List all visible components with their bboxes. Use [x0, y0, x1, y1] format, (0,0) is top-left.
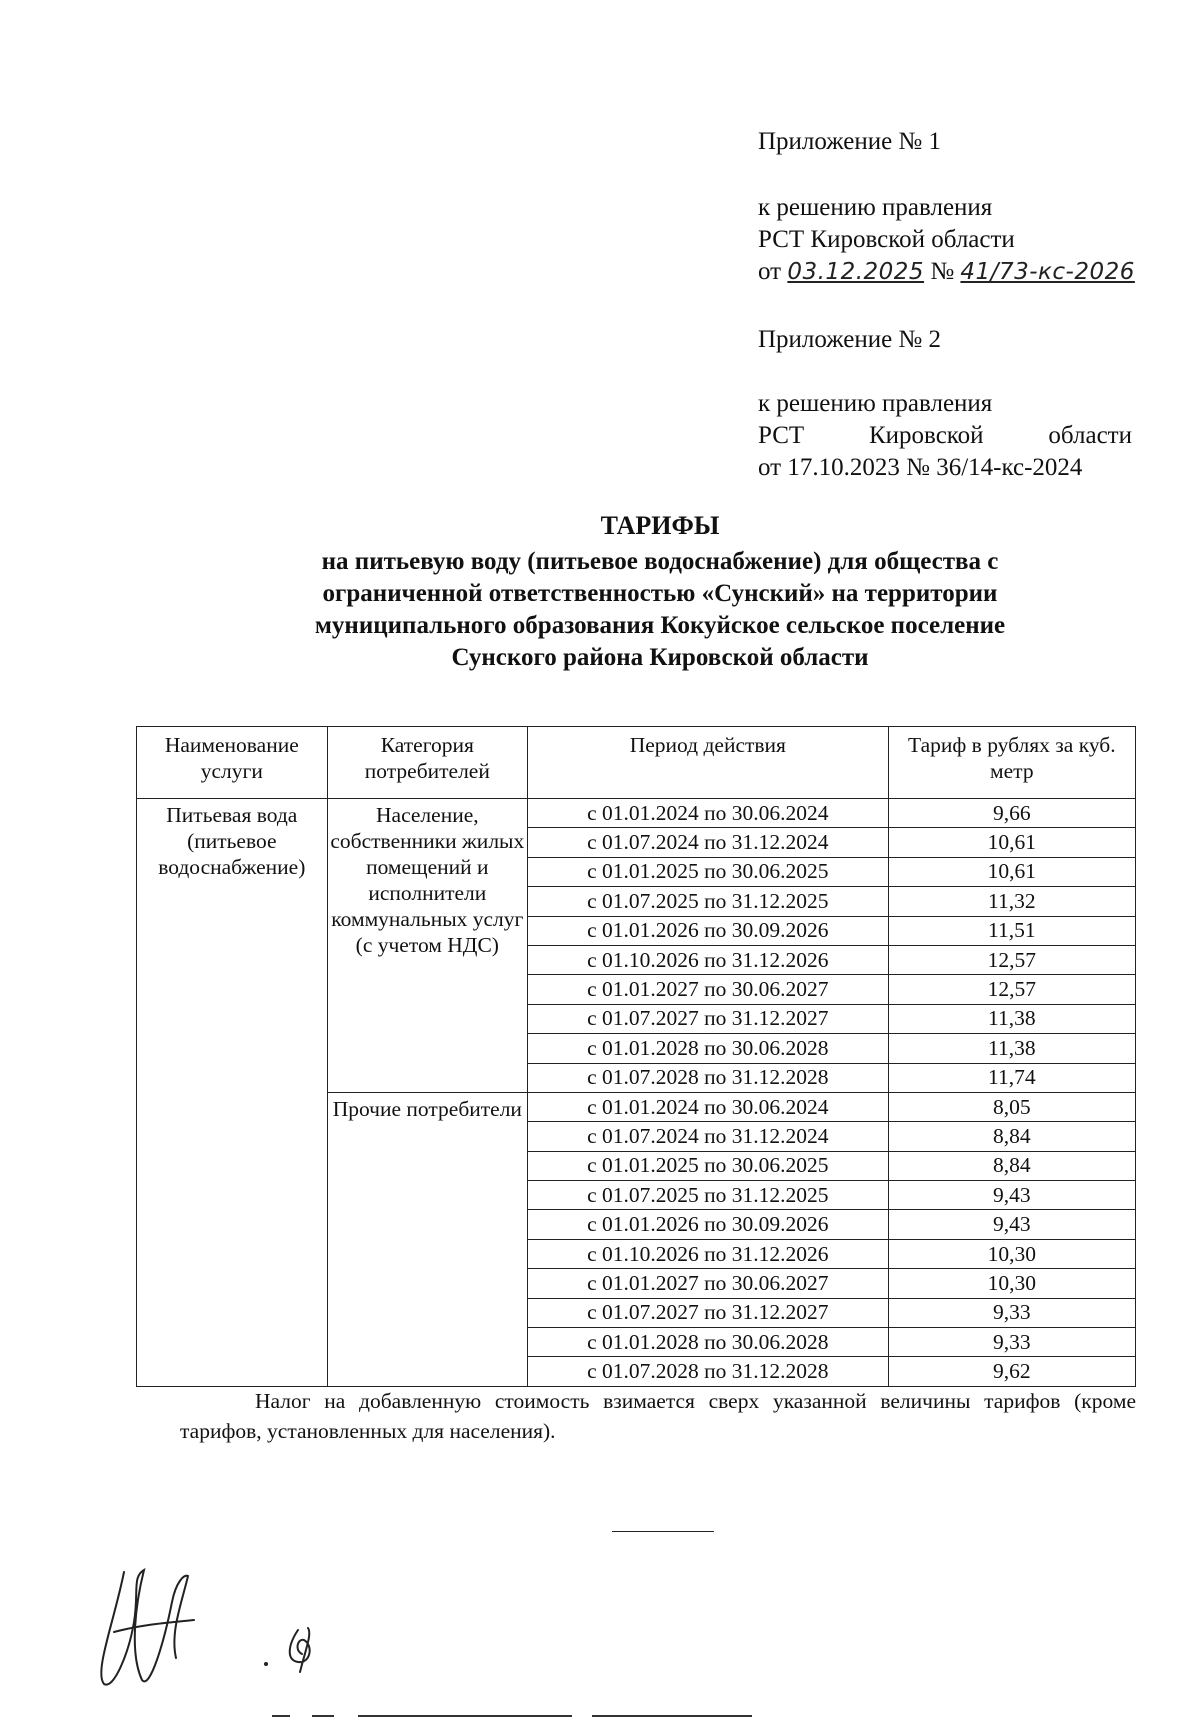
- header-period: Период действия: [528, 727, 889, 799]
- tariff-cell: 8,84: [888, 1122, 1135, 1151]
- heading-title: ТАРИФЫ: [600, 511, 720, 540]
- appendix-2-block: [758, 324, 1138, 356]
- handwritten-initials: [258, 1620, 338, 1680]
- period-cell: с 01.01.2027 по 30.06.2027: [528, 1269, 889, 1298]
- appendix-1-date-line: [758, 256, 1138, 288]
- header-category: Категория потребителей: [327, 727, 527, 799]
- appendix-2-word-kirov: Кировской: [869, 422, 984, 449]
- service-name-cell: Питьевая вода (питьевое водоснабжение): [137, 799, 328, 1387]
- tariff-cell: 9,33: [888, 1328, 1135, 1357]
- document-heading: [140, 510, 1180, 674]
- handwritten-date: 03.12.2025: [787, 259, 925, 285]
- period-cell: с 01.07.2025 по 31.12.2025: [528, 1181, 889, 1210]
- period-cell: с 01.01.2027 по 30.06.2027: [528, 975, 889, 1004]
- table-header-row: [137, 727, 1136, 799]
- appendix-2-reference: [758, 388, 1138, 484]
- period-cell: с 01.01.2028 по 30.06.2028: [528, 1034, 889, 1063]
- tariff-cell: 10,30: [888, 1239, 1135, 1268]
- period-cell: с 01.01.2024 по 30.06.2024: [528, 799, 889, 828]
- header-tariff: Тариф в рублях за куб. метр: [888, 727, 1135, 799]
- vat-note: Налог на добавленную стоимость взимается сверх указанной величины тарифов (кроме тарифов, установленных для населения).: [180, 1389, 1136, 1443]
- appendix-1-reference: [758, 192, 1138, 288]
- period-cell: с 01.01.2028 по 30.06.2028: [528, 1328, 889, 1357]
- appendix-2-line2: [758, 420, 1132, 452]
- tariff-cell: 8,84: [888, 1151, 1135, 1180]
- period-cell: с 01.07.2028 по 31.12.2028: [528, 1357, 889, 1386]
- period-cell: с 01.01.2026 по 30.09.2026: [528, 916, 889, 945]
- tariff-cell: 12,57: [888, 975, 1135, 1004]
- period-cell: с 01.07.2024 по 31.12.2024: [528, 828, 889, 857]
- tariff-cell: 9,43: [888, 1181, 1135, 1210]
- period-cell: с 01.07.2027 по 31.12.2027: [528, 1004, 889, 1033]
- table-body: [137, 799, 1136, 1387]
- tariff-cell: 11,38: [888, 1034, 1135, 1063]
- heading-subtitle-4: Сунского района Кировской области: [451, 644, 869, 671]
- bottom-edge-marks: [272, 1714, 772, 1718]
- closing-line: [612, 1531, 714, 1532]
- period-cell: с 01.10.2026 по 31.12.2026: [528, 1239, 889, 1268]
- period-cell: с 01.07.2025 по 31.12.2025: [528, 887, 889, 916]
- appendix-2-title: Приложение № 2: [758, 326, 942, 353]
- heading-subtitle-3: муниципального образования Кокуйское сельское поселение: [314, 612, 1006, 639]
- appendix-1-block: [758, 126, 1138, 158]
- appendix-2-word-oblast: области: [1048, 422, 1132, 449]
- period-cell: с 01.10.2026 по 31.12.2026: [528, 945, 889, 974]
- appendix-2-line3: от 17.10.2023 № 36/14-кс-2024: [758, 454, 1083, 481]
- tariff-cell: 11,38: [888, 1004, 1135, 1033]
- tariff-cell: 9,33: [888, 1298, 1135, 1327]
- handwritten-signature: [84, 1562, 204, 1692]
- tariff-table: [136, 726, 1136, 1387]
- period-cell: с 01.01.2026 по 30.09.2026: [528, 1210, 889, 1239]
- period-cell: с 01.07.2024 по 31.12.2024: [528, 1122, 889, 1151]
- appendix-1-line2: РСТ Кировской области: [758, 226, 1015, 253]
- appendix-2-word-rst: РСТ: [758, 422, 805, 449]
- tariff-cell: 9,66: [888, 799, 1135, 828]
- appendix-2-line1: к решению правления: [758, 390, 993, 417]
- tariff-cell: 9,62: [888, 1357, 1135, 1386]
- table-row: [137, 799, 1136, 828]
- tariff-cell: 9,43: [888, 1210, 1135, 1239]
- handwritten-number: 41/73-кс-2026: [960, 259, 1135, 285]
- period-cell: с 01.01.2025 по 30.06.2025: [528, 857, 889, 886]
- appendix-1-line1: к решению правления: [758, 194, 993, 221]
- appendix-1-title: Приложение № 1: [758, 128, 942, 155]
- period-cell: с 01.07.2028 по 31.12.2028: [528, 1063, 889, 1092]
- from-word: от: [758, 258, 782, 285]
- tariff-cell: 10,61: [888, 857, 1135, 886]
- heading-subtitle-2: ограниченной ответственностью «Сунский» на территории: [322, 580, 998, 607]
- tariff-cell: 11,74: [888, 1063, 1135, 1092]
- period-cell: с 01.01.2024 по 30.06.2024: [528, 1092, 889, 1121]
- heading-subtitle-1: на питьевую воду (питьевое водоснабжение) для общества с: [321, 548, 999, 575]
- number-sign: №: [930, 258, 955, 285]
- tariff-cell: 8,05: [888, 1092, 1135, 1121]
- tariff-cell: 10,61: [888, 828, 1135, 857]
- tariff-cell: 12,57: [888, 945, 1135, 974]
- header-service: Наименование услуги: [137, 727, 328, 799]
- tariff-cell: 10,30: [888, 1269, 1135, 1298]
- period-cell: с 01.07.2027 по 31.12.2027: [528, 1298, 889, 1327]
- period-cell: с 01.01.2025 по 30.06.2025: [528, 1151, 889, 1180]
- tariff-cell: 11,32: [888, 887, 1135, 916]
- category-cell: Прочие потребители: [327, 1092, 527, 1386]
- category-cell: Население, собственники жилых помещений и исполнители коммунальных услуг (с учетом НДС): [327, 799, 527, 1093]
- tariff-cell: 11,51: [888, 916, 1135, 945]
